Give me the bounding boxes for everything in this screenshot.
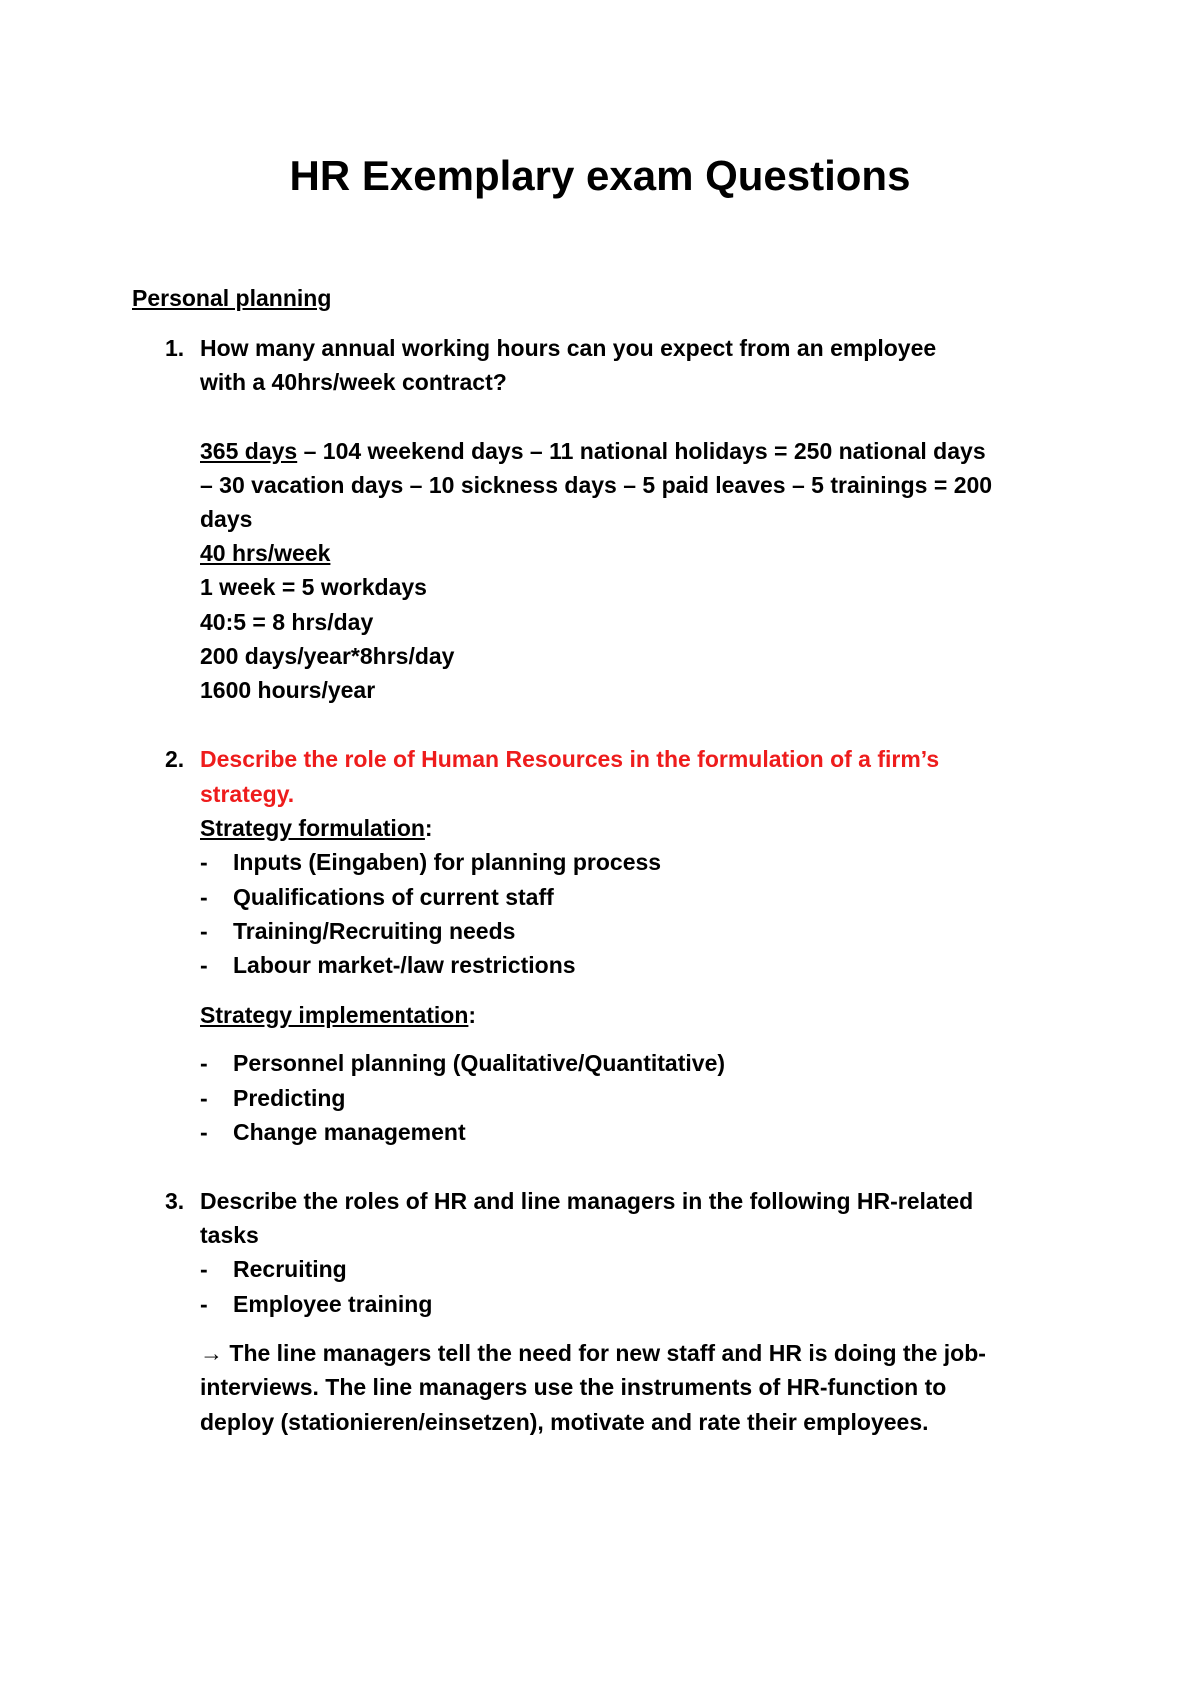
bullet-dash: - [200, 918, 208, 944]
calculation-line-3: days [200, 506, 253, 532]
list-item: Predicting [233, 1085, 346, 1111]
question-1-number: 1. [165, 335, 185, 361]
bullet-dash: - [200, 1291, 208, 1317]
heading-text: Strategy formulation [200, 815, 425, 841]
question-3-text-cont: tasks [200, 1222, 259, 1248]
question-2-text: Describe the role of Human Resources in the formulation of a firm’s [200, 746, 940, 772]
question-1-text-cont: with a 40hrs/week contract? [200, 369, 507, 395]
bullet-dash: - [200, 952, 208, 978]
bullet-dash: - [200, 1085, 208, 1111]
calc-underlined: 365 days [200, 438, 298, 464]
question-2-text-cont: strategy. [200, 781, 295, 807]
list-item: Inputs (Eingaben) for planning process [233, 849, 662, 875]
question-3-text: Describe the roles of HR and line managers in the following HR-related [200, 1188, 974, 1214]
calculation-line-2: – 30 vacation days – 10 sickness days – 5 paid leaves – 5 trainings = 200 [200, 472, 993, 498]
list-item: Personnel planning (Qualitative/Quantitative) [233, 1050, 726, 1076]
bullet-dash: - [200, 849, 208, 875]
answer-line: interviews. The line managers use the instruments of HR-function to [200, 1374, 947, 1400]
question-1-text: How many annual working hours can you expect from an employee [200, 335, 937, 361]
heading-colon: : [468, 1002, 477, 1028]
calc-step: 200 days/year*8hrs/day [200, 643, 455, 669]
page-title: HR Exemplary exam Questions [289, 152, 911, 199]
bullet-dash: - [200, 1050, 208, 1076]
list-item: Change management [233, 1119, 466, 1145]
question-3-number: 3. [165, 1188, 185, 1214]
calc-result: 1600 hours/year [200, 677, 376, 703]
list-item: Recruiting [233, 1256, 347, 1282]
section-heading: Personal planning [132, 285, 332, 311]
strategy-formulation-heading [200, 814, 433, 842]
answer-line: deploy (stationieren/einsetzen), motivate and rate their employees. [200, 1409, 929, 1435]
list-item: Employee training [233, 1291, 433, 1317]
question-2-number: 2. [165, 746, 185, 772]
calc-line-1-rest: – 104 weekend days – 11 national holidays = 250 national days [297, 438, 986, 464]
calculation-line-1 [200, 437, 986, 465]
list-item: Qualifications of current staff [233, 884, 554, 910]
answer-line: → The line managers tell the need for new staff and HR is doing the job- [200, 1340, 986, 1366]
hours-heading: 40 hrs/week [200, 540, 331, 566]
list-item: Labour market-/law restrictions [233, 952, 576, 978]
heading-text: Strategy implementation [200, 1002, 469, 1028]
calc-step: 1 week = 5 workdays [200, 574, 427, 600]
bullet-dash: - [200, 884, 208, 910]
strategy-implementation-heading [200, 1001, 476, 1029]
list-item: Training/Recruiting needs [233, 918, 516, 944]
calc-step: 40:5 = 8 hrs/day [200, 609, 374, 635]
heading-colon: : [424, 815, 433, 841]
bullet-dash: - [200, 1119, 208, 1145]
bullet-dash: - [200, 1256, 208, 1282]
